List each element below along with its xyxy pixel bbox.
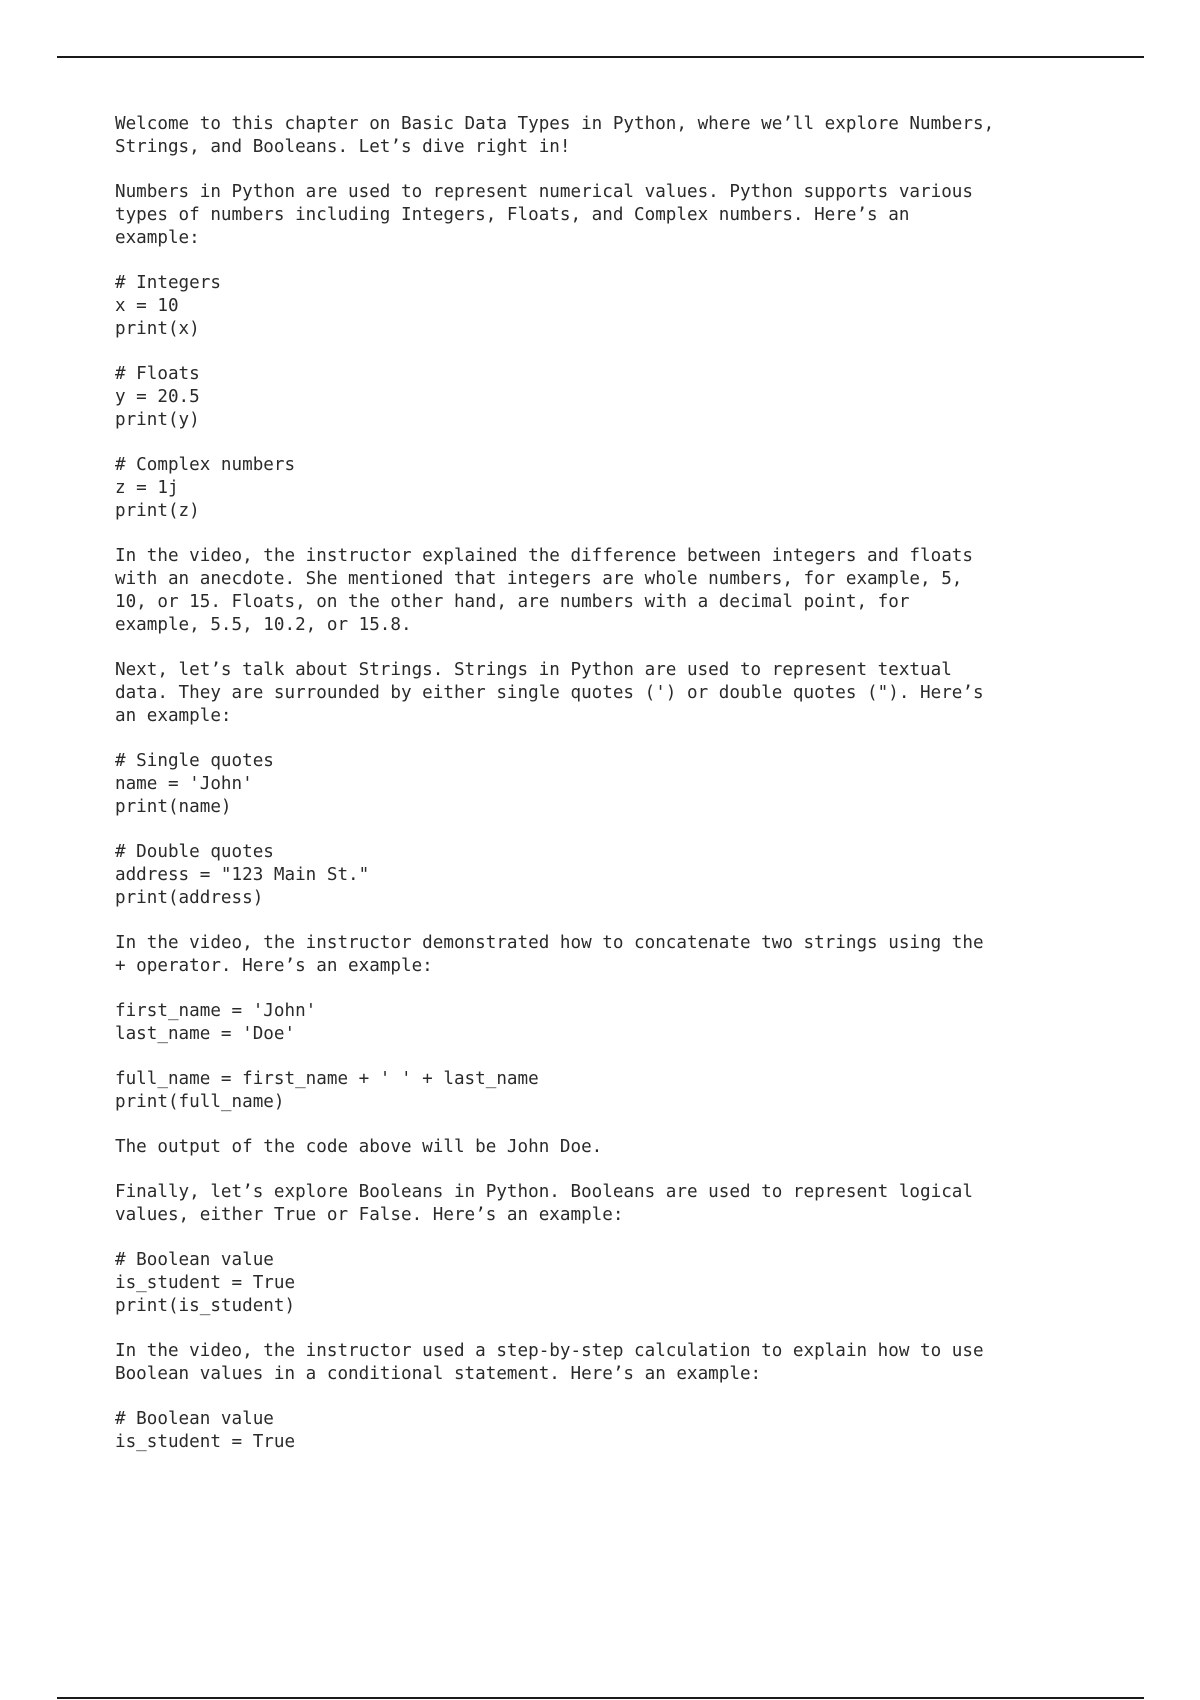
code-boolean-1: # Boolean value is_student = True print(is_student) xyxy=(115,1250,296,1316)
paragraph-concatenate: In the video, the instructor demonstrated how to concatenate two strings using the + operator. Here’s an example: xyxy=(115,933,984,976)
bottom-rule xyxy=(57,1697,1144,1699)
page-content xyxy=(115,113,1135,1476)
code-boolean-2: # Boolean value is_student = True xyxy=(115,1409,296,1452)
code-double-quotes: # Double quotes address = "123 Main St." print(address) xyxy=(115,842,370,908)
paragraph-conditional: In the video, the instructor used a step-by-step calculation to explain how to use Boolean values in a conditional statement. Here’s an example: xyxy=(115,1341,984,1384)
paragraph-integers-vs-floats: In the video, the instructor explained the difference between integers and floats with an anecdote. She mentioned that integers are whole numbers, for example, 5, 10, or 15. Floats, on the other hand, are numbers with a decimal point, for example, 5.5, 10.2, or 15.8. xyxy=(115,546,973,635)
paragraph-booleans: Finally, let’s explore Booleans in Python. Booleans are used to represent logical values, either True or False. Here’s an example: xyxy=(115,1182,973,1225)
top-rule xyxy=(57,56,1144,58)
code-names: first_name = 'John' last_name = 'Doe' xyxy=(115,1001,317,1044)
code-full-name: full_name = first_name + ' ' + last_name print(full_name) xyxy=(115,1069,539,1112)
paragraph-intro: Welcome to this chapter on Basic Data Types in Python, where we’ll explore Numbers, Strings, and Booleans. Let’s dive right in! xyxy=(115,114,995,157)
code-complex: # Complex numbers z = 1j print(z) xyxy=(115,455,296,521)
paragraph-numbers: Numbers in Python are used to represent numerical values. Python supports various types of numbers including Integers, Floats, and Complex numbers. Here’s an example: xyxy=(115,182,973,248)
code-floats: # Floats y = 20.5 print(y) xyxy=(115,364,200,430)
code-single-quotes: # Single quotes name = 'John' print(name) xyxy=(115,751,274,817)
code-integers: # Integers x = 10 print(x) xyxy=(115,273,221,339)
paragraph-strings: Next, let’s talk about Strings. Strings in Python are used to represent textual data. They are surrounded by either single quotes (') or double quotes ("). Here’s an example: xyxy=(115,660,984,726)
paragraph-output: The output of the code above will be John Doe. xyxy=(115,1137,603,1157)
